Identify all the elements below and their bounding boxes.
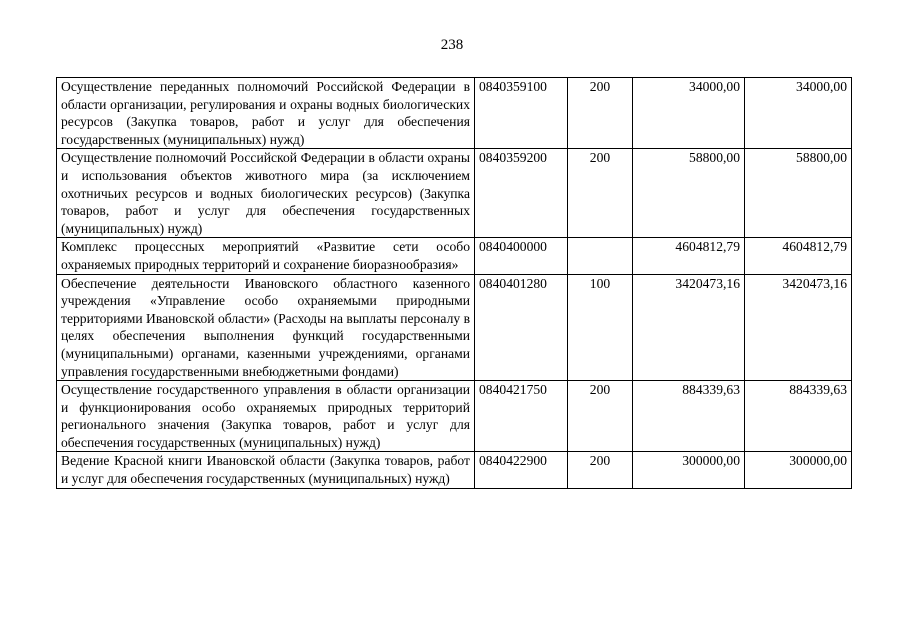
row-expense-type: 200 [568,78,633,149]
table-row [57,452,852,488]
row-target-code: 0840359100 [475,78,568,149]
row-amount-2: 34000,00 [745,78,852,149]
row-target-code: 0840421750 [475,381,568,452]
row-amount-1: 58800,00 [633,149,745,238]
table-row [57,274,852,381]
row-target-code: 0840422900 [475,452,568,488]
row-name: Обеспечение деятельности Ивановского областного казенного учреждения «Управление особо охраняемыми природными территориями Ивановской области» (Расходы на выплаты персоналу в целях обеспечения выполнения функций государственными (муниципальными) органами, казенными учреждениями, органами управления государственными внебюджетными фондами) [57,274,475,381]
row-name: Осуществление полномочий Российской Федерации в области охраны и использования объектов животного мира (за исключением охотничьих ресурсов и водных биологических ресурсов) (Закупка товаров, работ и услуг для обеспечения государственных (муниципальных) нужд) [57,149,475,238]
row-amount-1: 4604812,79 [633,238,745,274]
row-expense-type: 200 [568,149,633,238]
row-name: Ведение Красной книги Ивановской области (Закупка товаров, работ и услуг для обеспечения государственных (муниципальных) нужд) [57,452,475,488]
row-expense-type: 100 [568,274,633,381]
row-expense-type: 200 [568,381,633,452]
row-target-code: 0840359200 [475,149,568,238]
row-amount-2: 3420473,16 [745,274,852,381]
row-amount-1: 884339,63 [633,381,745,452]
row-name: Осуществление государственного управления в области организации и функционирования особо охраняемых природных территорий регионального значения (Закупка товаров, работ и услуг для обеспечения государственных (муниципальных) нужд) [57,381,475,452]
budget-table [56,77,852,489]
row-expense-type: 200 [568,452,633,488]
page-number: 238 [440,37,464,53]
row-amount-1: 34000,00 [633,78,745,149]
table-row [57,78,852,149]
row-amount-2: 4604812,79 [745,238,852,274]
row-amount-2: 300000,00 [745,452,852,488]
row-amount-2: 884339,63 [745,381,852,452]
row-target-code: 0840401280 [475,274,568,381]
table-row [57,238,852,274]
table-row [57,149,852,238]
row-target-code: 0840400000 [475,238,568,274]
row-expense-type [568,238,633,274]
table-row [57,381,852,452]
row-amount-1: 3420473,16 [633,274,745,381]
row-amount-1: 300000,00 [633,452,745,488]
row-name: Осуществление переданных полномочий Российской Федерации в области организации, регулирования и охраны водных биологических ресурсов (Закупка товаров, работ и услуг для обеспечения государственных (муниципальных) нужд) [57,78,475,149]
row-name: Комплекс процессных мероприятий «Развитие сети особо охраняемых природных территорий и сохранение биоразнообразия» [57,238,475,274]
row-amount-2: 58800,00 [745,149,852,238]
